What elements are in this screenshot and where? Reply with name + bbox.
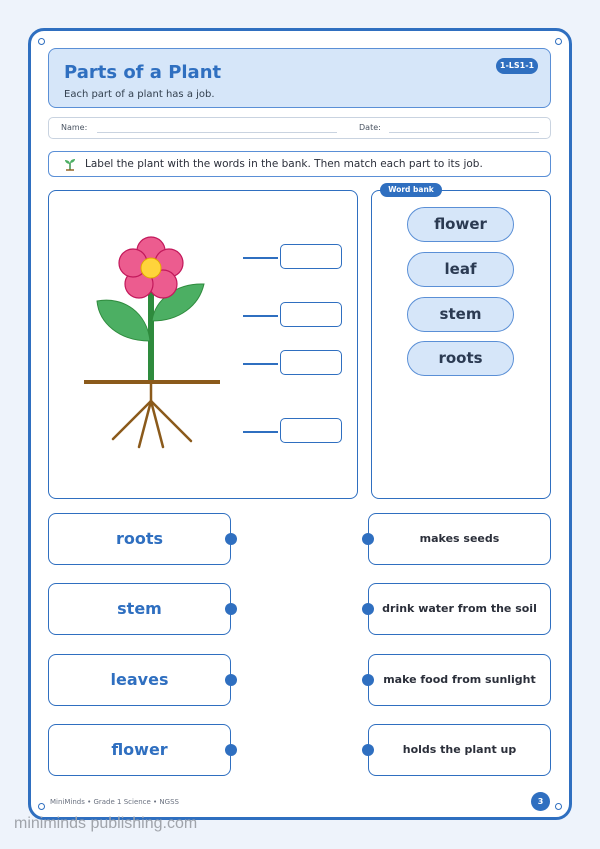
match-dot-left[interactable]	[225, 603, 237, 615]
watermark-text: miniminds publishing.com	[14, 815, 198, 832]
word-bank-word[interactable]: leaf	[407, 252, 514, 287]
match-job-card[interactable]: drink water from the soil	[368, 583, 551, 635]
match-dot-right[interactable]	[362, 603, 374, 615]
name-date-bar	[48, 117, 551, 139]
plant-leaf-left	[97, 300, 150, 341]
instructions-bar	[48, 151, 551, 177]
label-pointer-roots	[243, 431, 278, 433]
label-box-flower[interactable]	[280, 244, 342, 269]
match-job-card[interactable]: holds the plant up	[368, 724, 551, 776]
corner-dot	[38, 38, 45, 45]
match-dot-left[interactable]	[225, 744, 237, 756]
plant-diagram-panel	[48, 190, 358, 499]
match-job-card[interactable]: makes seeds	[368, 513, 551, 565]
page-number-badge: 3	[531, 792, 550, 811]
corner-dot	[555, 803, 562, 810]
match-part-card[interactable]: stem	[48, 583, 231, 635]
match-dot-right[interactable]	[362, 674, 374, 686]
match-part-card[interactable]: roots	[48, 513, 231, 565]
footer-credit: MiniMinds • Grade 1 Science • NGSS	[50, 798, 179, 806]
name-field[interactable]	[97, 132, 337, 133]
label-box-stem[interactable]	[280, 350, 342, 375]
label-pointer-flower	[243, 257, 278, 259]
title-banner	[48, 48, 551, 108]
instructions-text: Label the plant with the words in the bank. Then match each part to its job.	[85, 158, 483, 170]
match-job-card[interactable]: make food from sunlight	[368, 654, 551, 706]
word-bank-tag: Word bank	[380, 183, 442, 197]
flower-center	[141, 258, 161, 278]
label-box-roots[interactable]	[280, 418, 342, 443]
match-dot-right[interactable]	[362, 744, 374, 756]
match-part-card[interactable]: flower	[48, 724, 231, 776]
word-bank-word[interactable]: flower	[407, 207, 514, 242]
date-label: Date:	[359, 123, 381, 132]
plant-illustration	[49, 191, 359, 500]
match-dot-left[interactable]	[225, 674, 237, 686]
match-dot-left[interactable]	[225, 533, 237, 545]
standard-code-badge: 1-LS1-1	[496, 58, 538, 74]
page-subtitle: Each part of a plant has a job.	[64, 89, 215, 100]
corner-dot	[38, 803, 45, 810]
match-dot-right[interactable]	[362, 533, 374, 545]
word-bank-word[interactable]: roots	[407, 341, 514, 376]
word-bank-word[interactable]: stem	[407, 297, 514, 332]
corner-dot	[555, 38, 562, 45]
date-field[interactable]	[389, 132, 539, 133]
name-label: Name:	[61, 123, 88, 132]
page-title: Parts of a Plant	[64, 62, 222, 83]
label-pointer-leaf	[243, 315, 278, 317]
label-pointer-stem	[243, 363, 278, 365]
label-box-leaf[interactable]	[280, 302, 342, 327]
match-part-card[interactable]: leaves	[48, 654, 231, 706]
sprout-icon	[63, 157, 77, 171]
plant-roots	[113, 384, 191, 447]
